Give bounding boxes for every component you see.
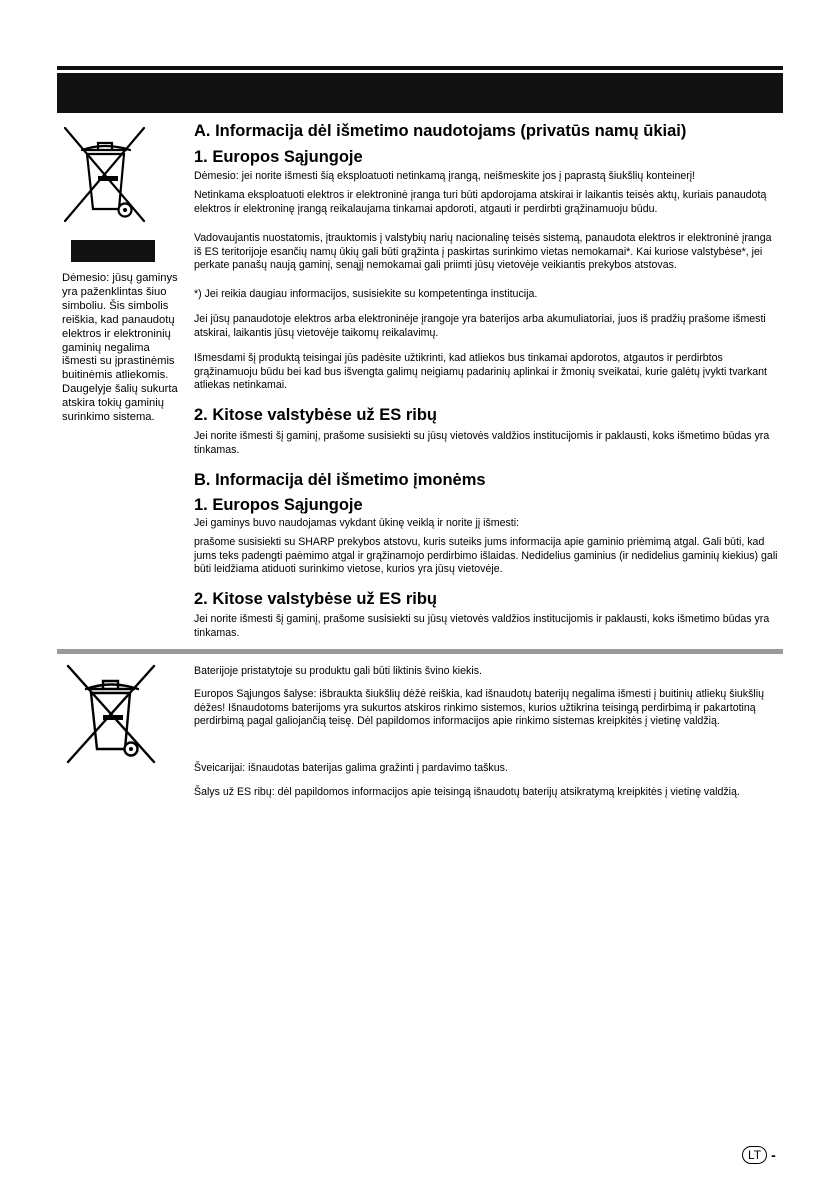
section-a-p7: Jei norite išmesti šį gaminį, prašome susisiekti su jūsų vietovės valdžios institucijomis ir paklausti, koks išmetimo būdas yra tinkamas. (194, 430, 770, 456)
side-note: Dėmesio: jūsų gaminys yra paženklintas šiuo simboliu. Šis simbolis reiškia, kad panaudotų elektros ir elektroninių gaminių negalima išmesti su įprastinėmis buitinėmis atliekomis. Daugelyje šalių sukurta atskira tokių gaminių surinkimo sistema. (62, 272, 178, 424)
section-b-eu-heading: 1. Europos Sąjungoje (194, 496, 363, 514)
page-footer (742, 1145, 776, 1165)
section-b-p3: Jei norite išmesti šį gaminį, prašome susisiekti su jūsų vietovės valdžios institucijomis ir paklausti, koks išmetimo būdas yra tinkamas. (194, 613, 770, 639)
language-badge: LT (742, 1146, 767, 1164)
section-a-p2: Netinkama eksploatuoti elektros ir elektroninė įranga turi būti apdorojama atskirai ir laikantis teisės aktų, kuriais panaudotą elektros ir elektroninę įrangą reikalaujama tinkamai apdoroti, atgauti ir perdirbti grąžinamuoju būdu. (194, 189, 767, 215)
section-a-eu-heading: 1. Europos Sąjungoje (194, 148, 363, 166)
battery-p4: Šalys už ES ribų: dėl papildomos informacijos apie teisingą išnaudotų baterijų atsikratymą kreipkitės į vietinę valdžią. (194, 786, 740, 798)
section-a-title: A. Informacija dėl išmetimo naudotojams (privatūs namų ūkiai) (194, 122, 687, 140)
top-rule (57, 66, 783, 70)
page-number-dash: - (771, 1147, 776, 1163)
battery-p1: Baterijoje pristatytoje su produktu gali būti liktinis švino kiekis. (194, 665, 482, 677)
section-a-p4: *) Jei reikia daugiau informacijos, susisiekite su kompetentinga institucija. (194, 288, 538, 300)
crossed-bin-icon (62, 126, 152, 226)
section-a-p5: Jei jūsų panaudotoje elektros arba elektroninėje įrangoje yra baterijos arba akumuliatoriai, juos iš pradžių prašome išmesti atskirai, laikantis jūsų vietovėje taikomų reikalavimų. (194, 313, 766, 339)
section-b-other-heading: 2. Kitose valstybėse už ES ribų (194, 590, 438, 608)
header-bar (57, 73, 783, 113)
section-a-p6: Išmesdami šį produktą teisingai jūs padėsite užtikrinti, kad atliekos bus tinkamai apdorotos, atgautos ir perdirbtos grąžinamuoju būdu bei kad bus išvengta galimų neigiamų padarinių aplinkai ir žmonių sveikatai, kurie galėtų įvykti tvarkant atliekas netinkamai. (194, 352, 767, 392)
black-bar-marker (71, 240, 155, 262)
section-a-p3: Vadovaujantis nuostatomis, įtrauktomis į valstybių narių nacionalinę teisės sistemą, panaudota elektros ir elektroninė įranga iš ES teritorijoje esančių namų ūkių gali būti grąžinta į paskirtas surinkimo vietas nemokamai*. Kai kuriose valstybėse*, jei perkate panašų naują gaminį, senąjį nemokamai gali priimti jūsų vietovėje veikiantis prekybos atstovas. (194, 232, 772, 272)
section-b-title: B. Informacija dėl išmetimo įmonėms (194, 471, 486, 489)
battery-p3: Šveicarijai: išnaudotas baterijas galima gražinti į pardavimo taškus. (194, 762, 508, 774)
section-b-p1: Jei gaminys buvo naudojamas vykdant ūkinę veiklą ir norite jį išmesti: (194, 517, 520, 529)
separator-rule (57, 649, 783, 654)
section-a-other-heading: 2. Kitose valstybėse už ES ribų (194, 406, 438, 424)
battery-p2: Europos Sąjungos šalyse: išbraukta šiukšlių dėžė reiškia, kad išnaudotų baterijų negalima išmesti į buitinių atliekų šiukšlių dėžes! Išnaudotoms baterijoms yra sukurtos atskiros rinkimo sistemos, kurios užtikrina teisingą perdirbimą ir pakartotiną perdirbimą pagal galiojančią teisę. Dėl papildomos informacijos apie rinkimo sistemas kreipkitės į vietinę valdžią. (194, 688, 765, 728)
crossed-battery-bin-icon (64, 663, 160, 767)
section-b-p2: prašome susisiekti su SHARP prekybos atstovu, kuris suteiks jums informacija apie gaminio priėmimą atgal. Gali būti, kad jums teks padengti paėmimo atgal ir grąžinamojo perdirbimo išlaidas. Nedidelius gaminius (ir nedidelius gaminių kiekius) gali būti leidžiama atiduoti surinkimo vietose, kurios yra jūsų vietovėje. (194, 536, 778, 576)
section-a-p1: Dėmesio: jei norite išmesti šią eksploatuoti netinkamą įrangą, neišmeskite jos į paprastą šiukšlių konteinerį! (194, 170, 696, 182)
